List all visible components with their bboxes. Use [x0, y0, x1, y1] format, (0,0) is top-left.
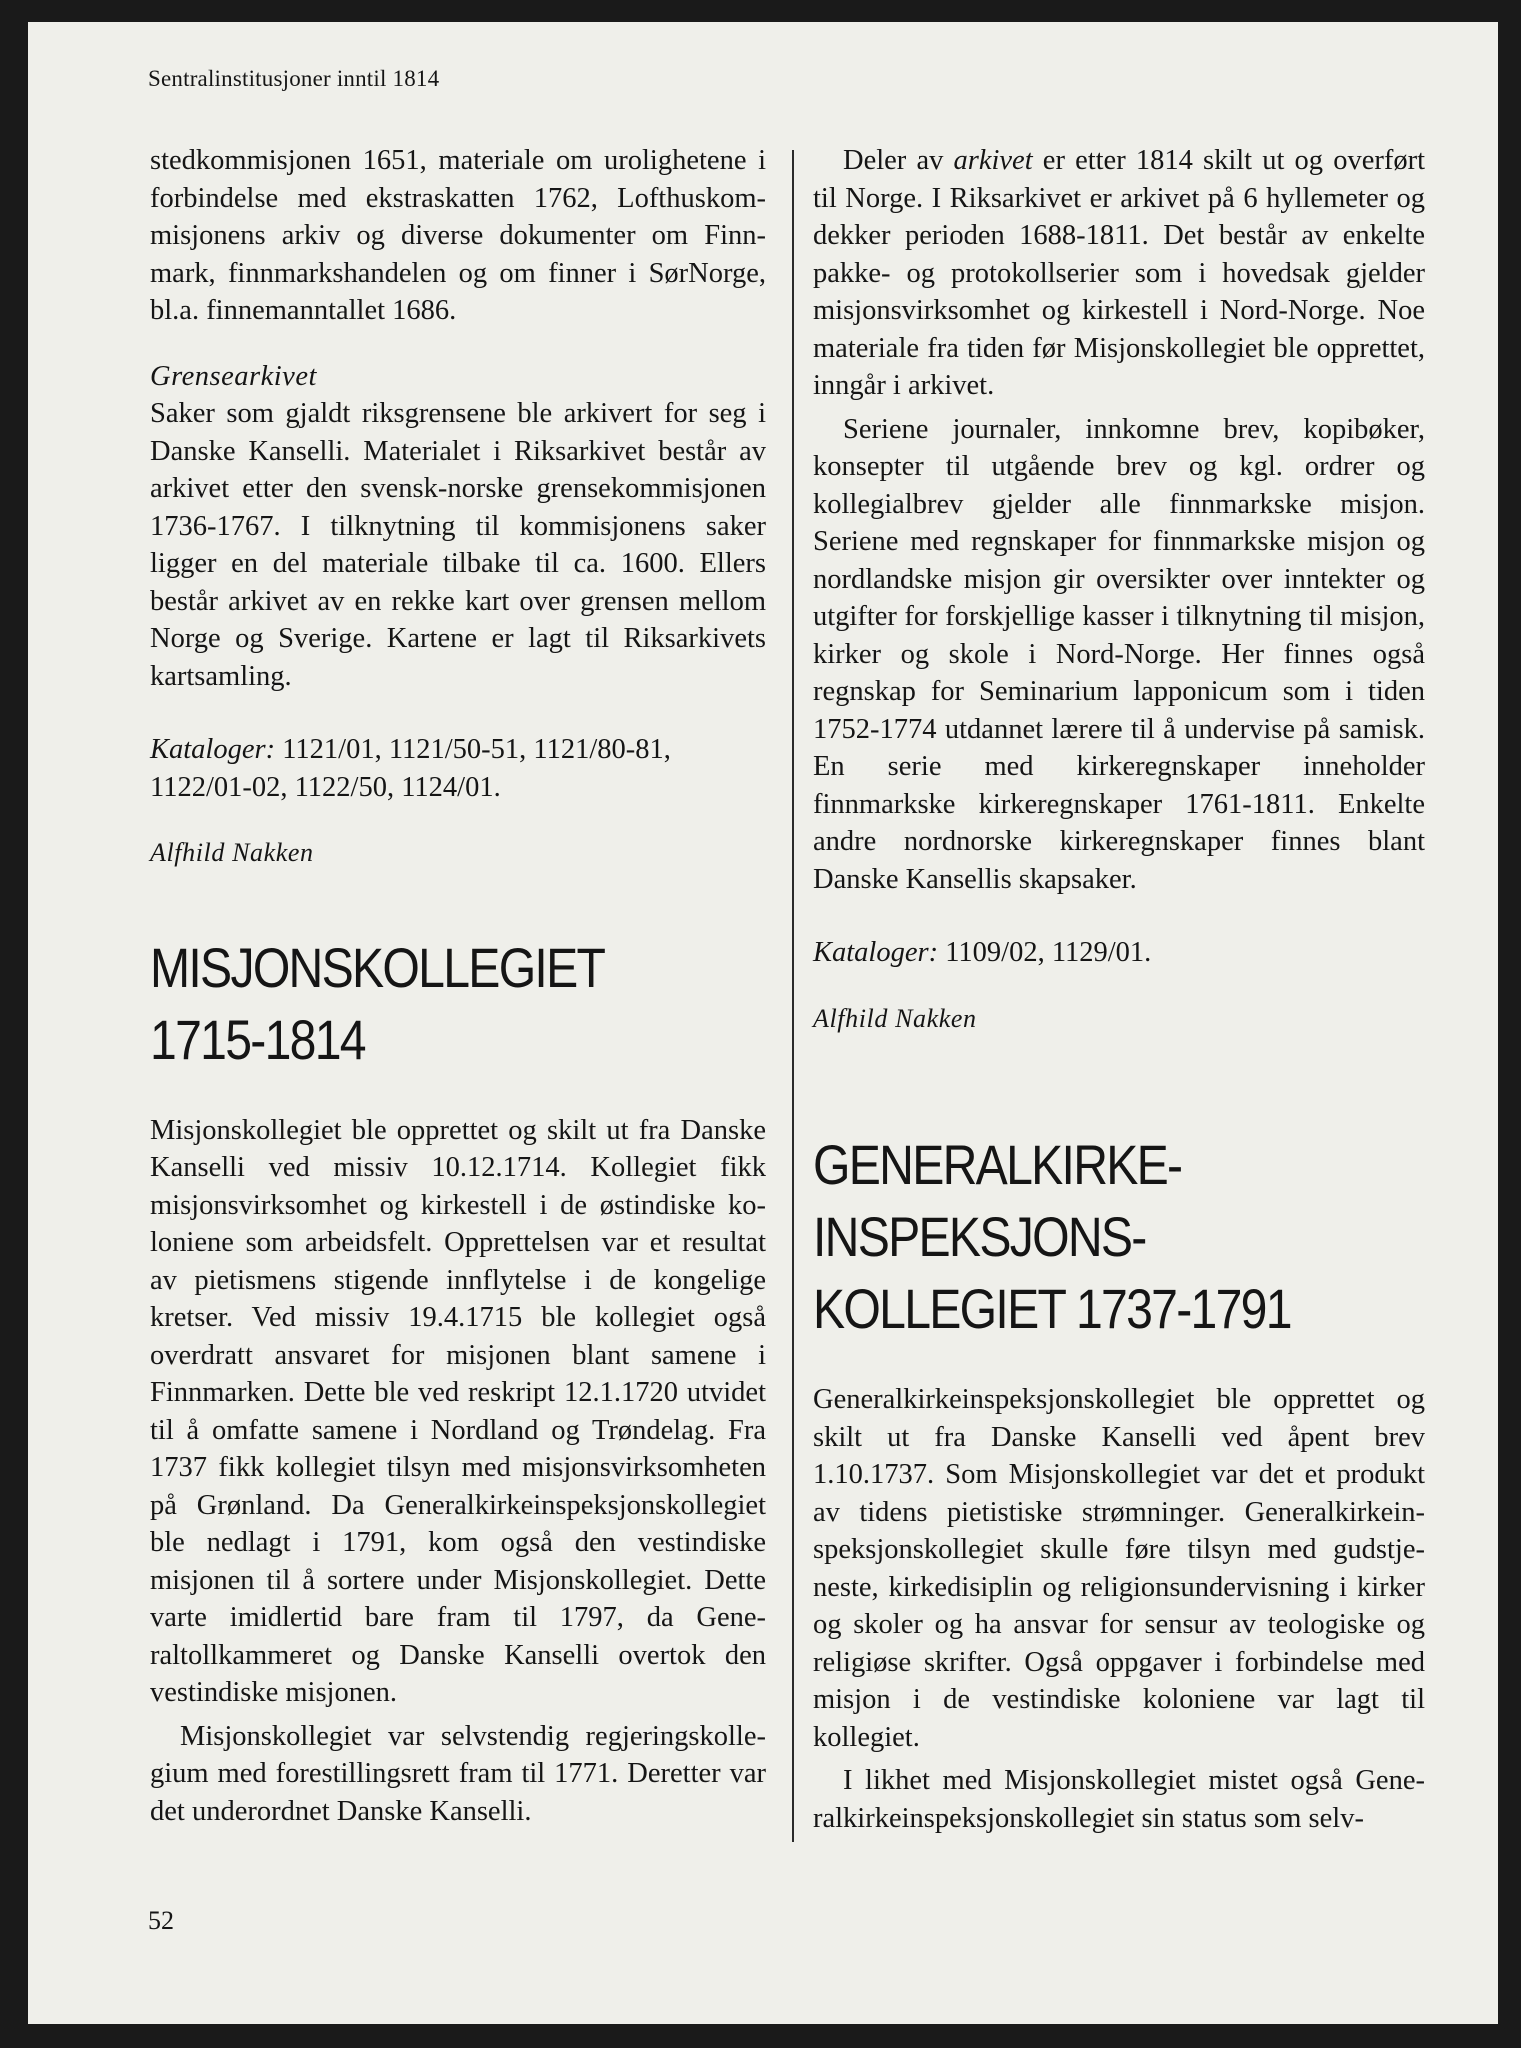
catalog-reference: [150, 731, 766, 806]
body-paragraph: I likhet med Misjonskollegiet mistet også Generalkirkeinspeksjonskollegiet sin status som selv-: [813, 1765, 1425, 1834]
body-paragraph: Misjonskollegiet ble opprettet og skilt ut fra Danske Kanselli ved missiv 10.12.1714. Kollegiet fikk misjonsvirksomhet og kirkestell i de østindiske koloniene som arbeidsfelt. Opprettelsen var et resultat av pietismens stigende innflytelse i de kongelige kretser. Ved missiv 19.4.1715 ble kollegiet også overdratt ansvaret for misjonen blant samene i Finnmarken. Dette ble ved reskript 12.1.1720 utvidet til å omfatte samene i Nordland og Trøndelag. Fra 1737 fikk kollegiet tilsyn med misjonsvirksomheten på Grønland. Da Generalkirkeinspeksjonskollegiet ble nedlagt i 1791, kom også den vestindiske misjonen til å sortere under Misjonskollegiet. Dette varte imidlertid bare fram til 1797, da Generaltollkammeret og Danske Kanselli overtok den vestindiske misjonen.: [150, 1114, 766, 1708]
heading-line: MISJONSKOLLEGIET: [150, 935, 605, 999]
right-column: [813, 142, 1425, 1837]
emphasis-text: arkivet: [953, 145, 1033, 176]
intro-paragraph: stedkommisjonen 1651, materiale om urolighetene i forbindelse med ekstraskatten 1762, Lofthuskommisjonens arkiv og diverse dokumenter om Finnmark, finnmarkshandelen og om finner i SørNorge, bl.a. finnemanntallet 1686.: [150, 145, 766, 326]
text-run: Deler av: [843, 145, 954, 176]
running-header: Sentralinstitusjoner inntil 1814: [148, 66, 440, 91]
grensearkivet-subheading: Grensearkivet: [150, 360, 317, 392]
heading-line: INSPEKSJONS-: [813, 1205, 1146, 1268]
body-paragraph: [813, 142, 1425, 405]
text-run: er etter 1814 skilt ut og overført til Norge. I Riksarkivet er arkivet på 6 hyllemeter og dekker perioden 1688-1811. Det består av enkelte pakke- og protokollserier som i hovedsak gjelder misjonsvirksomhet og kirkestell i Nord-Norge. Noe materiale fra tiden før Misjonskollegiet ble opprettet, inngår i arkivet.: [813, 145, 1425, 401]
grensearkivet-paragraph: Saker som gjaldt riksgrensene ble arkivert for seg i Danske Kanselli. Materialet i Riksarkivet består av arkivet etter den svensk-norske grensekommisjonen 1736-1767. I tilknytning til kommisjonens saker ligger en del materiale tilbake til ca. 1600. Ellers består arkivet av en rekke kart over grensen mellom Norge og Sverige. Kartene er lagt til Riksarkivets kartsamling.: [150, 398, 766, 692]
catalog-label: Kataloger:: [813, 937, 939, 968]
section-heading-generalkirkeinspeksjonskollegiet: [813, 1129, 1339, 1345]
catalog-reference: [813, 934, 1425, 972]
page-number: 52: [148, 1906, 174, 1935]
section-heading-misjonskollegiet: [150, 932, 680, 1076]
heading-line: KOLLEGIET 1737-1791: [813, 1277, 1291, 1340]
heading-line: GENERALKIRKE-: [813, 1133, 1182, 1196]
author-signature: Alfhild Nakken: [150, 838, 314, 867]
catalog-values: 1121/01, 1121/50-51, 1121/80-81, 1122/01-02, 1122/50, 1124/01.: [150, 734, 671, 803]
heading-line: 1715-1814: [150, 1007, 365, 1071]
author-signature: Alfhild Nakken: [813, 1003, 977, 1033]
book-page: [28, 22, 1498, 2024]
catalog-label: Kataloger:: [150, 734, 276, 765]
body-paragraph: Generalkirkeinspeksjonskollegiet ble opprettet og skilt ut fra Danske Kanselli ved åpent brev 1.10.1737. Som Misjonskollegiet var det et produkt av tidens pietistiske strømninger. Generalkirkeinspeksjonskollegiet skulle føre tilsyn med gudstjeneste, kirkedisiplin og religionsundervisning i kirker og skoler og ha ansvar for sensur av teologiske og religiøse skrifter. Også oppgaver i forbindelse med misjon i de vestindiske koloniene var lagt til kollegiet.: [813, 1384, 1425, 1753]
body-paragraph: Seriene journaler, innkomne brev, kopibøker, konsepter til utgående brev og kgl. ordrer og kollegialbrev gjelder alle finnmarkske misjon. Seriene med regnskaper for finnmarkske misjon og nordlandske misjon gir oversikter over inntekter og utgifter for forskjellige kasser i tilknytning til misjon, kirker og skole i Nord-Norge. Her finnes også regnskap for Seminarium lapponicum som i tiden 1752-1774 utdannet lærere til å undervise på samisk. En serie med kirkeregnskaper inneholder finnmarkske kirkeregnskaper 1761-1811. Enkelte andre nordnorske kirkeregnskaper finnes blant Danske Kansellis skapsaker.: [813, 413, 1425, 895]
body-paragraph: Misjonskollegiet var selvstendig regjeringskollegium med forestillingsrett fram til 1771. Deretter var det underordnet Danske Kanselli.: [150, 1720, 766, 1827]
catalog-values: 1109/02, 1129/01.: [945, 937, 1152, 968]
left-column: [150, 142, 766, 1830]
column-divider: [792, 150, 794, 1842]
